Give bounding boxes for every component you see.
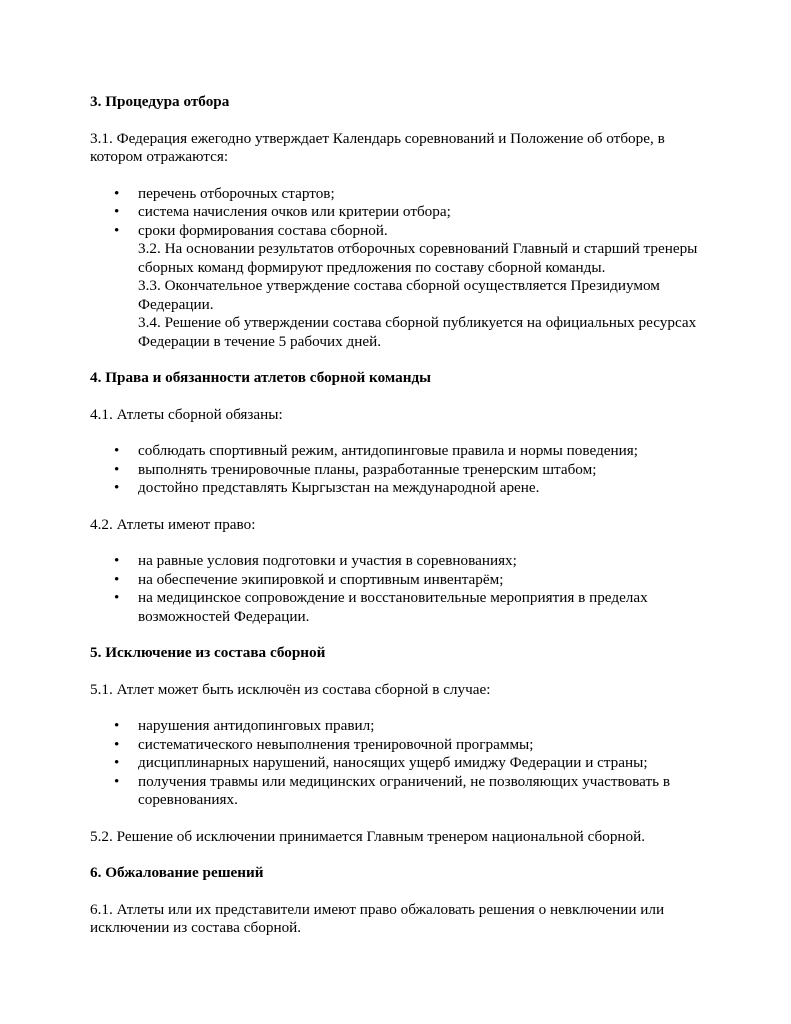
section-4-2-paragraph: 4.2. Атлеты имеют право: [90, 515, 256, 533]
list-item: • сроки формирования состава сборной. [114, 221, 388, 239]
section-4-duties-list [90, 442, 710, 498]
bullet-icon: • [114, 717, 120, 734]
bullet-icon: • [114, 184, 120, 202]
section-5-1-paragraph: 5.1. Атлет может быть исключён из состава сборной в случае: [90, 680, 491, 698]
bullet-icon: • [114, 570, 120, 588]
bullet-icon: • [114, 735, 120, 753]
section-5-list [90, 717, 710, 810]
document-page [90, 93, 710, 938]
list-item: • на обеспечение экипировкой и спортивным инвентарём; [114, 570, 504, 588]
section-3-4-paragraph: 3.4. Решение об утверждении состава сборной публикуется на официальных ресурсах Федерации в течение 5 рабочих дней. [138, 314, 697, 350]
section-4-heading: 4. Права и обязанности атлетов сборной команды [90, 369, 431, 386]
bullet-icon: • [114, 203, 120, 220]
list-item: • получения травмы или медицинских ограничений, не позволяющих участвовать в соревнованиях. [114, 772, 671, 808]
bullet-icon: • [114, 589, 120, 606]
bullet-icon: • [114, 460, 120, 478]
section-3-list [90, 185, 710, 241]
list-item: • на медицинское сопровождение и восстановительные мероприятия в пределах возможностей Федерации. [114, 589, 648, 625]
bullet-icon: • [114, 552, 120, 569]
list-item: • систематического невыполнения тренировочной программы; [114, 735, 534, 753]
list-item: • соблюдать спортивный режим, антидопинговые правила и нормы поведения; [114, 442, 638, 459]
list-item: • система начисления очков или критерии отбора; [114, 203, 451, 220]
bullet-icon: • [114, 754, 120, 771]
list-item: • дисциплинарных нарушений, наносящих ущерб имиджу Федерации и страны; [114, 754, 648, 771]
section-3-3-paragraph: 3.3. Окончательное утверждение состава сборной осуществляется Президиумом Федерации. [138, 277, 660, 313]
section-3-heading: 3. Процедура отбора [90, 93, 230, 110]
section-4-1-paragraph: 4.1. Атлеты сборной обязаны: [90, 405, 283, 423]
section-6-1-paragraph: 6.1. Атлеты или их представители имеют право обжаловать решения о невключении или исключении из состава сборной. [90, 900, 665, 936]
bullet-icon: • [114, 772, 120, 790]
section-4-rights-list [90, 552, 710, 626]
list-item: • перечень отборочных стартов; [114, 184, 335, 202]
section-5-2-paragraph: 5.2. Решение об исключении принимается Главным тренером национальной сборной. [90, 827, 646, 845]
list-item: • достойно представлять Кыргызстан на международной арене. [114, 479, 540, 496]
section-6-heading: 6. Обжалование решений [90, 864, 264, 881]
bullet-icon: • [114, 221, 120, 239]
bullet-icon: • [114, 479, 120, 496]
list-item: • нарушения антидопинговых правил; [114, 717, 375, 734]
list-item: • на равные условия подготовки и участия в соревнованиях; [114, 552, 517, 569]
list-item: • выполнять тренировочные планы, разработанные тренерским штабом; [114, 460, 597, 478]
section-3-1-paragraph: 3.1. Федерация ежегодно утверждает Календарь соревнований и Положение об отборе, в котором отражаются: [90, 129, 665, 165]
bullet-icon: • [114, 442, 120, 459]
section-5-heading: 5. Исключение из состава сборной [90, 644, 326, 661]
section-3-2-paragraph: 3.2. На основании результатов отборочных соревнований Главный и старший тренеры сборных команд формируют предложения по составу сборной команды. [138, 240, 698, 276]
